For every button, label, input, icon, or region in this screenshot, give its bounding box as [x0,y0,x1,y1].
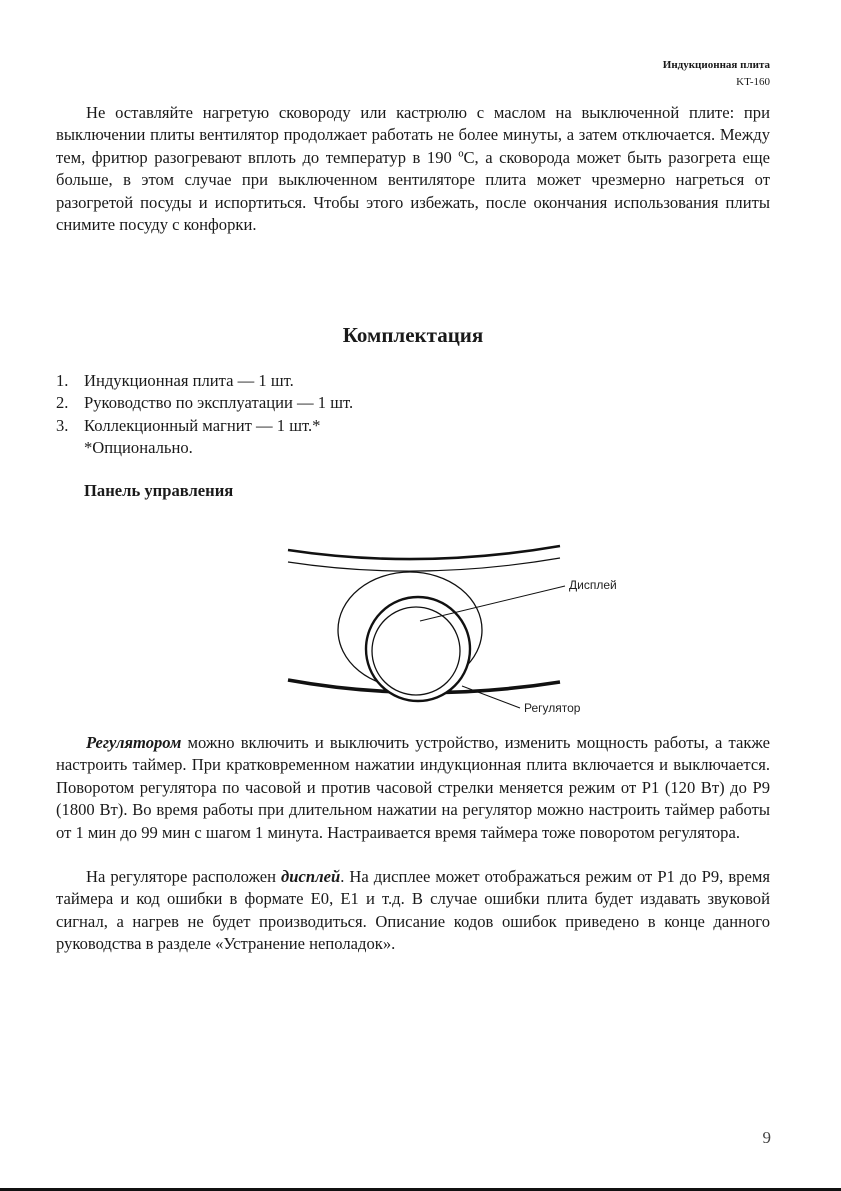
display-paragraph [56,866,770,956]
list-item-number: 3. [56,415,69,435]
list-item-text: Руководство по эксплуатации — 1 шт. [84,393,354,413]
panel-top-edge [288,546,560,559]
regulator-paragraph [56,732,770,844]
control-panel-diagram [270,536,650,720]
panel-heading: Панель управления [84,481,234,500]
list-item [56,415,353,437]
section-title: Комплектация [342,323,484,347]
display-term: дисплей [281,867,341,886]
display-text-before: На регуляторе расположен [86,867,282,886]
display-text-after: . На дисплее может отображаться режим от Р1 до Р9, время таймера и код ошибки в формате Е0, Е1 и т.д. В случае ошибки плита будет издавать звуковой сигнал, а нагрев не будет производиться. Описание кодов ошибок приведено в конце данного руководства в разделе «Устранение неполадок». [56,867,770,954]
kit-note: *Опционально. [84,438,193,457]
list-item [56,370,353,392]
header-model: KT-160 [736,76,770,88]
running-header [663,57,770,91]
regulator-label: Регулятор [524,701,581,715]
list-item-number: 2. [56,393,69,413]
list-item-text: Индукционная плита — 1 шт. [84,371,294,390]
regulator-description: можно включить и выключить устройство, изменить мощность работы, а также настроить таймер. При кратковременном нажатии индукционная плита включается и выключается. Поворотом регулятора по часовой и против часовой стрелки меняется режим от Р1 (120 Вт) до Р9 (1800 Вт). Во время работы при длительном нажатии на регулятор можно настроить таймер работы от 1 мин до 99 мин с шагом 1 минута. Настраивается время таймера тоже поворотом регулятора. [56,733,770,842]
page-number: 9 [762,1128,771,1147]
list-item [56,392,353,414]
list-item-text: Коллекционный магнит — 1 шт.* [84,415,321,435]
intro-paragraph: Не оставляйте нагретую сковороду или кастрюлю с маслом на выключенной плите: при выключении плиты вентилятор продолжает работать не более минуты, а затем отключается. Между тем, фритюр разогревают вплоть до температур в 190 ºС, а сковорода может быть разогрета еще больше, в этом случае при выключенном вентиляторе плита может чрезмерно нагреться от разогретой посуды и испортиться. Чтобы этого избежать, после окончания использования плиты снимите посуду с конфорки. [56,103,770,235]
display-label: Дисплей [569,578,617,592]
regulator-knob-inner [372,607,460,695]
regulator-term: Регулятором [86,733,182,752]
kit-list [56,370,353,437]
list-item-number: 1. [56,371,69,390]
header-title: Индукционная плита [662,59,770,71]
